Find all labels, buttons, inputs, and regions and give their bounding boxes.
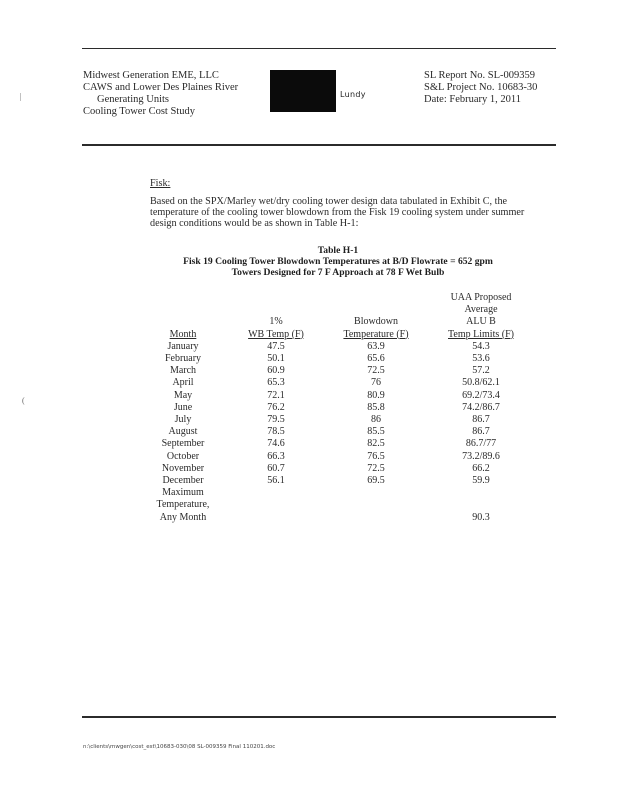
- header-study: Cooling Tower Cost Study: [83, 106, 195, 117]
- header-left: [83, 70, 238, 118]
- cell-uaa-limit: 66.2: [472, 462, 490, 474]
- scan-mark: |: [20, 92, 22, 101]
- cell-blowdown-temp: 76.5: [367, 450, 385, 462]
- table-subtitle: Fisk 19 Cooling Tower Blowdown Temperatures at B/D Flowrate = 652 gpm: [183, 256, 493, 267]
- header-units: Generating Units: [97, 94, 170, 105]
- cell-month: January: [167, 340, 199, 352]
- cell-wb-temp: 50.1: [267, 353, 285, 365]
- table-body: [138, 341, 534, 487]
- cell-uaa-limit: 86.7: [472, 426, 490, 438]
- cell-month: September: [161, 438, 205, 450]
- table-max-section: [138, 487, 534, 524]
- cell-month: February: [164, 353, 202, 365]
- header-project: CAWS and Lower Des Plaines River: [83, 82, 239, 93]
- cell-month: August: [168, 426, 198, 438]
- col-header-uaa-limits: UAA Proposed Average ALU B Temp Limits (F): [448, 292, 514, 340]
- table-row: [138, 365, 534, 377]
- max-row-value: 90.3: [472, 511, 490, 523]
- table-row: [138, 451, 534, 463]
- paragraph-line: temperature of the cooling tower blowdown from the Fisk 19 cooling system under summer: [150, 207, 525, 218]
- cell-uaa-limit: 74.2/86.7: [462, 401, 500, 413]
- header-top-rule: [82, 48, 556, 49]
- table-row: [138, 475, 534, 487]
- scan-mark: (: [22, 396, 25, 405]
- cell-blowdown-temp: 72.5: [367, 462, 385, 474]
- company-logo: [270, 70, 336, 112]
- project-number: S&L Project No. 10683-30: [424, 82, 538, 93]
- section-heading: Fisk:: [150, 178, 171, 189]
- cell-wb-temp: 60.7: [267, 462, 285, 474]
- report-number: SL Report No. SL-009359: [424, 70, 536, 81]
- cell-blowdown-temp: 63.9: [367, 340, 385, 352]
- cell-wb-temp: 79.5: [267, 414, 285, 426]
- paragraph-line: design conditions would be as shown in Table H-1:: [150, 218, 359, 229]
- cell-blowdown-temp: 85.8: [367, 401, 385, 413]
- header-bottom-rule: [82, 144, 556, 146]
- cell-wb-temp: 60.9: [267, 365, 285, 377]
- cell-blowdown-temp: 72.5: [367, 365, 385, 377]
- footer-rule: [82, 716, 556, 718]
- table-row: [138, 377, 534, 389]
- cell-month: October: [166, 450, 200, 462]
- cell-wb-temp: 76.2: [267, 401, 285, 413]
- cell-blowdown-temp: 76: [371, 377, 381, 389]
- cell-month: April: [172, 377, 194, 389]
- section-paragraph: [150, 196, 524, 229]
- cell-uaa-limit: 73.2/89.6: [462, 450, 500, 462]
- cell-wb-temp: 74.6: [267, 438, 285, 450]
- table-row: [138, 438, 534, 450]
- table-row: [138, 426, 534, 438]
- cell-uaa-limit: 53.6: [472, 353, 490, 365]
- table-row: [138, 390, 534, 402]
- cell-wb-temp: 66.3: [267, 450, 285, 462]
- footer-path: n:\clients\mwgen\cost_est\10683-030\08 SL-009359 Final 110201.doc: [83, 744, 276, 750]
- cell-month: November: [161, 462, 205, 474]
- col-header-month: Month: [169, 328, 197, 340]
- table-row: [138, 353, 534, 365]
- cell-blowdown-temp: 80.9: [367, 389, 385, 401]
- cell-uaa-limit: 50.8/62.1: [462, 377, 500, 389]
- cell-uaa-limit: 54.3: [472, 340, 490, 352]
- table-row: [138, 341, 534, 353]
- cell-blowdown-temp: 85.5: [367, 426, 385, 438]
- table-caption: [138, 245, 538, 278]
- max-row-label: Maximum Temperature, Any Month: [156, 487, 210, 523]
- cell-uaa-limit: 86.7/77: [465, 438, 497, 450]
- cell-blowdown-temp: 69.5: [367, 475, 385, 487]
- paragraph-line: Based on the SPX/Marley wet/dry cooling tower design data tabulated in Exhibit C, the: [150, 196, 508, 207]
- cell-wb-temp: 56.1: [267, 475, 285, 487]
- cell-wb-temp: 65.3: [267, 377, 285, 389]
- table-max-row: [138, 487, 534, 524]
- table-row: [138, 463, 534, 475]
- col-header-blowdown-temp: Blowdown Temperature (F): [343, 316, 409, 340]
- cell-month: December: [162, 475, 204, 487]
- cell-month: June: [173, 401, 193, 413]
- col-header-wb-temp: 1% WB Temp (F): [248, 316, 304, 340]
- cell-blowdown-temp: 65.6: [367, 353, 385, 365]
- cell-month: March: [169, 365, 197, 377]
- cell-month: July: [174, 414, 192, 426]
- blowdown-table: [138, 292, 534, 524]
- cell-uaa-limit: 69.2/73.4: [462, 389, 500, 401]
- cell-uaa-limit: 86.7: [472, 414, 490, 426]
- report-date: Date: February 1, 2011: [424, 94, 522, 105]
- table-row: [138, 402, 534, 414]
- cell-wb-temp: 78.5: [267, 426, 285, 438]
- cell-uaa-limit: 59.9: [472, 475, 490, 487]
- cell-blowdown-temp: 82.5: [367, 438, 385, 450]
- cell-uaa-limit: 57.2: [472, 365, 490, 377]
- cell-wb-temp: 47.5: [267, 340, 285, 352]
- cell-blowdown-temp: 86: [371, 414, 381, 426]
- cell-month: May: [173, 389, 193, 401]
- logo-text: Lundy: [340, 90, 366, 99]
- table-header-row: [138, 292, 534, 341]
- header-company: Midwest Generation EME, LLC: [83, 70, 219, 81]
- table-subtitle-2: Towers Designed for 7 F Approach at 78 F Wet Bulb: [231, 267, 445, 278]
- header-right: [424, 70, 537, 106]
- table-title: Table H-1: [317, 245, 359, 256]
- cell-wb-temp: 72.1: [267, 389, 285, 401]
- table-row: [138, 414, 534, 426]
